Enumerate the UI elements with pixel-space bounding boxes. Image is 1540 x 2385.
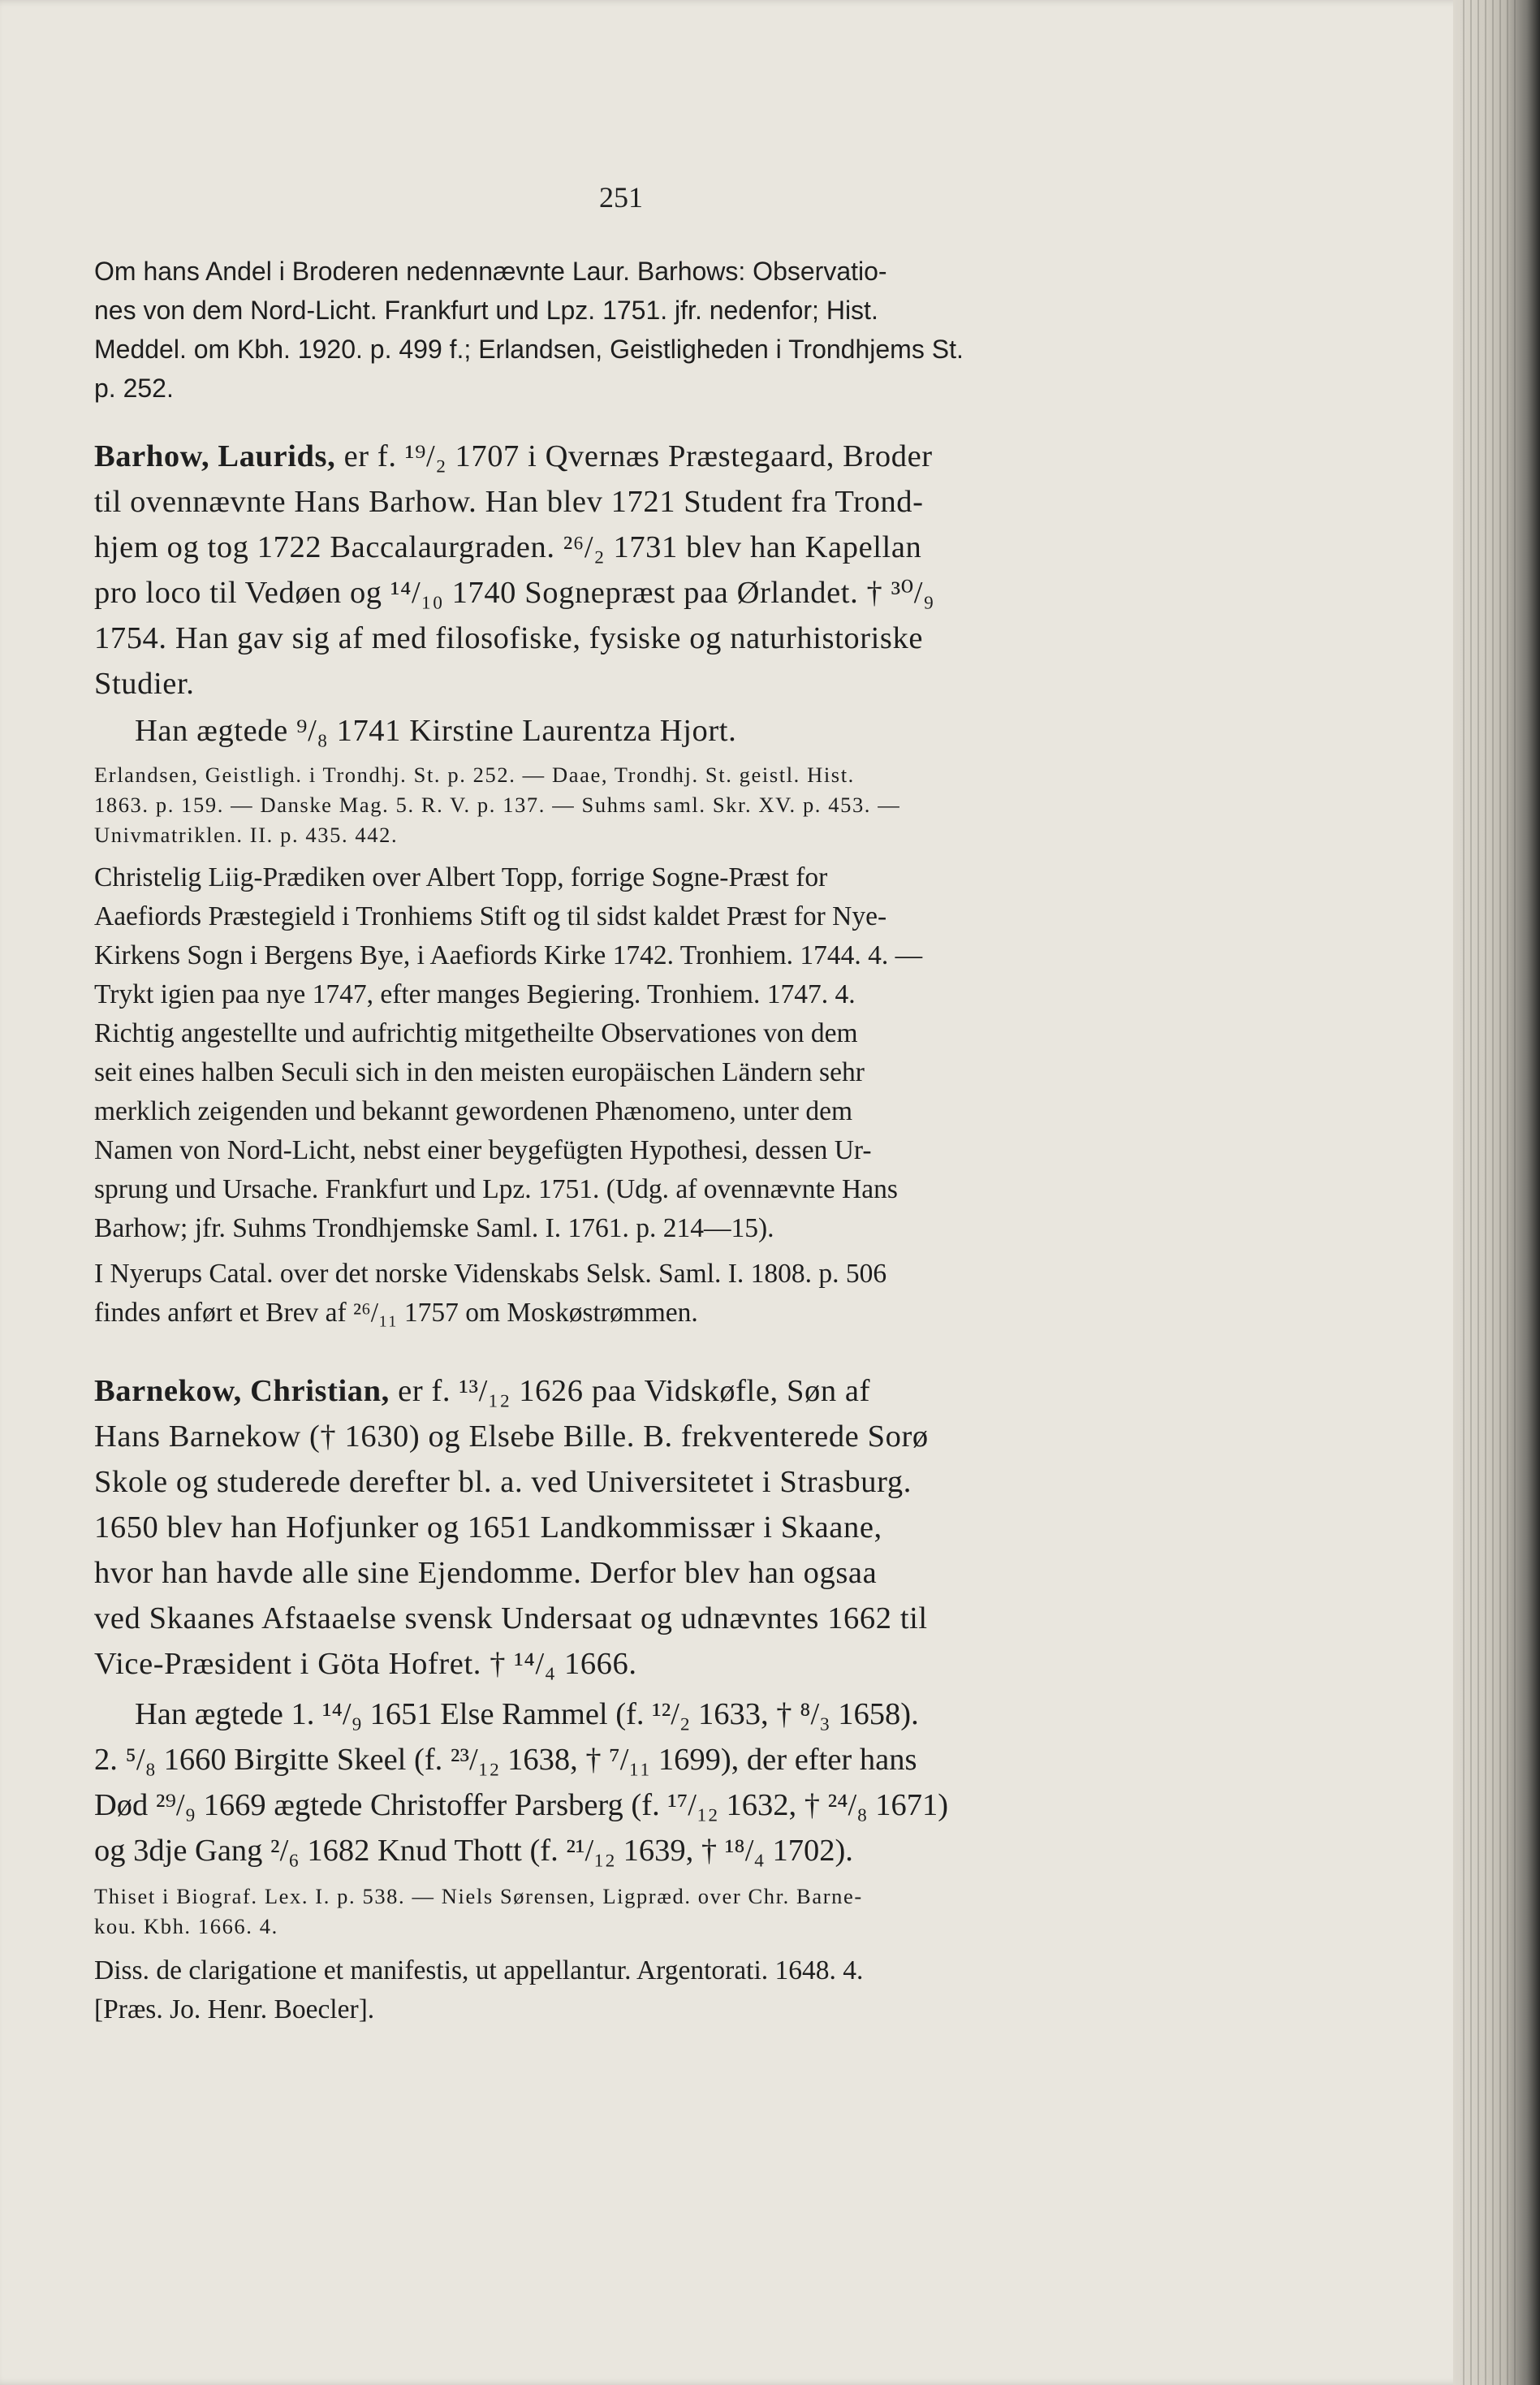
intro-line: nes von dem Nord-Licht. Frankfurt und Lpz. 1751. jfr. nedenfor; Hist. <box>94 296 878 325</box>
reference-line: Erlandsen, Geistligh. i Trondhj. St. p. 252. — Daae, Trondhj. St. geistl. Hist. <box>94 763 855 787</box>
work-line: Kirkens Sogn i Bergens Bye, i Aaefiords Kirke 1742. Tronhiem. 1744. 4. — <box>94 940 923 970</box>
work-line: Trykt igien paa nye 1747, efter manges Begiering. Tronhiem. 1747. 4. <box>94 979 856 1009</box>
work-item <box>94 858 1141 1014</box>
bio-line: Skole og studerede derefter bl. a. ved Universitetet i Strasburg. <box>94 1465 912 1499</box>
reference-line: 1863. p. 159. — Danske Mag. 5. R. V. p. 137. — Suhms saml. Skr. XV. p. 453. — <box>94 793 901 817</box>
marriage-line: og 3dje Gang ²/₆ 1682 Knud Thott (f. ²¹/₁₂ 1639, † ¹⁸/₄ 1702). <box>94 1834 853 1868</box>
work-line: Christelig Liig-Prædiken over Albert Topp, forrige Sogne-Præst for <box>94 862 828 892</box>
marriage-paragraph <box>94 1692 1141 1873</box>
references <box>94 760 1141 850</box>
bio-line: til ovennævnte Hans Barhow. Han blev 1721 Student fra Trond- <box>94 485 924 519</box>
reference-line: kou. Kbh. 1666. 4. <box>94 1914 278 1938</box>
bio-line-text: er f. ¹³/₁₂ 1626 paa Vidskøfle, Søn af <box>398 1374 870 1408</box>
work-line: Namen von Nord-Licht, nebst einer beygefügten Hypothesi, dessen Ur- <box>94 1135 872 1165</box>
work-line: Richtig angestellte und aufrichtig mitgetheilte Observationes von dem <box>94 1018 858 1048</box>
bio-line: hvor han havde alle sine Ejendomme. Derfor blev han ogsaa <box>94 1556 878 1590</box>
work-item <box>94 1255 1141 1333</box>
marriage-line: Han ægtede 1. ¹⁴/₉ 1651 Else Rammel (f. ¹²/₂ 1633, † ⁸/₃ 1658). <box>135 1697 919 1731</box>
page-number: 251 <box>599 181 643 214</box>
bio-line: hjem og tog 1722 Baccalaurgraden. ²⁶/₂ 1731 blev han Kapellan <box>94 530 922 564</box>
bio-line-text: er f. ¹⁹/₂ 1707 i Qvernæs Præstegaard, Broder <box>343 439 933 473</box>
work-line: Barhow; jfr. Suhms Trondhjemske Saml. I. 1761. p. 214—15). <box>94 1213 774 1243</box>
bio-line: Studier. <box>94 667 195 701</box>
bio-line: Vice-Præsident i Göta Hofret. † ¹⁴/₄ 1666. <box>94 1647 637 1681</box>
bio-line <box>94 1368 1141 1414</box>
entry-barhow <box>94 434 1141 1333</box>
work-line: seit eines halben Seculi sich in den meisten europäischen Ländern sehr <box>94 1057 865 1087</box>
references <box>94 1882 1141 1942</box>
work-item <box>94 1951 1141 2029</box>
bio-line: ved Skaanes Afstaaelse svensk Undersaat og udnævntes 1662 til <box>94 1601 928 1635</box>
work-line: sprung und Ursache. Frankfurt und Lpz. 1751. (Udg. af ovennævnte Hans <box>94 1174 898 1204</box>
marriage-line: 2. ⁵/₈ 1660 Birgitte Skeel (f. ²³/₁₂ 1638, † ⁷/₁₁ 1699), der efter hans <box>94 1743 917 1777</box>
work-line: merklich zeigenden und bekannt gewordenen Phænomeno, unter dem <box>94 1096 853 1126</box>
page-edge-lines <box>1463 0 1520 2385</box>
intro-line: Om hans Andel i Broderen nedennævnte Laur. Barhows: Observatio- <box>94 257 887 286</box>
work-line: [Præs. Jo. Henr. Boecler]. <box>94 1994 375 2024</box>
intro-paragraph <box>94 252 1141 408</box>
entry-name: Barhow, Laurids, <box>94 439 336 473</box>
work-line: Diss. de clarigatione et manifestis, ut appellantur. Argentorati. 1648. 4. <box>94 1955 864 1985</box>
entry-barnekow <box>94 1368 1141 2029</box>
marriage-line: Død ²⁹/₉ 1669 ægtede Christoffer Parsberg (f. ¹⁷/₁₂ 1632, † ²⁴/₈ 1671) <box>94 1788 949 1822</box>
reference-line: Univmatriklen. II. p. 435. 442. <box>94 823 399 847</box>
intro-line: p. 252. <box>94 374 174 403</box>
bio-line: 1650 blev han Hofjunker og 1651 Landkommissær i Skaane, <box>94 1510 882 1545</box>
entry-name: Barnekow, Christian, <box>94 1374 390 1408</box>
page-edge <box>1453 0 1540 2385</box>
marriage-line: Han ægtede ⁹/₈ 1741 Kirstine Laurentza Hjort. <box>135 714 737 748</box>
page-text <box>94 166 1141 2029</box>
work-line: I Nyerups Catal. over det norske Videnskabs Selsk. Saml. I. 1808. p. 506 <box>94 1259 887 1289</box>
reference-line: Thiset i Biograf. Lex. I. p. 538. — Niels Sørensen, Ligpræd. over Chr. Barne- <box>94 1884 863 1908</box>
intro-line: Meddel. om Kbh. 1920. p. 499 f.; Erlandsen, Geistligheden i Trondhjems St. <box>94 335 964 364</box>
work-line: Aaefiords Præstegield i Tronhiems Stift og til sidst kaldet Præst for Nye- <box>94 901 887 931</box>
bio-line: 1754. Han gav sig af med filosofiske, fysiske og naturhistoriske <box>94 621 924 655</box>
bio-line: Hans Barnekow († 1630) og Elsebe Bille. B. frekventerede Sorø <box>94 1419 929 1454</box>
work-line: findes anført et Brev af ²⁶/₁₁ 1757 om Moskøstrømmen. <box>94 1298 698 1328</box>
work-item <box>94 1014 1141 1248</box>
bio-line: pro loco til Vedøen og ¹⁴/₁₀ 1740 Sognepræst paa Ørlandet. † ³⁰/₉ <box>94 576 935 610</box>
bio-line <box>94 434 1141 479</box>
